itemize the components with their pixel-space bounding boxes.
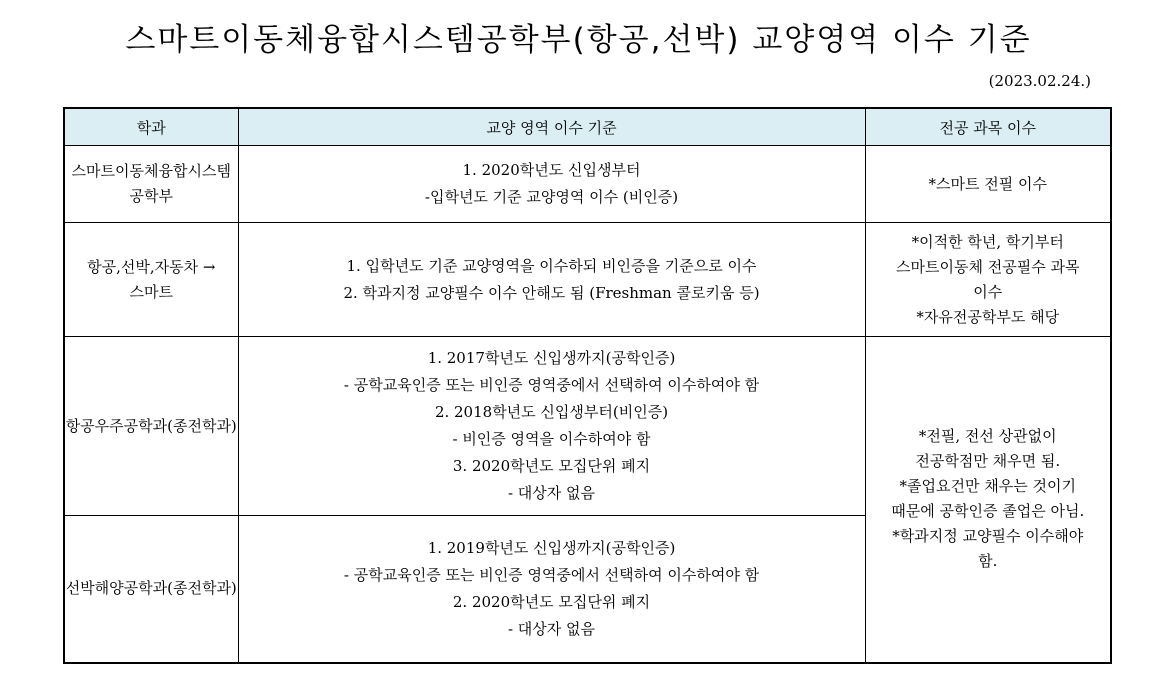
criteria-line: 2. 2018학년도 신입생부터(비인증) [434,403,669,421]
criteria-line: 3. 2020학년도 모집단위 폐지 [452,457,651,475]
header-criteria: 교양 영역 이수 기준 [238,108,865,146]
criteria-line: 1. 2017학년도 신입생까지(공학인증) [427,349,676,367]
dept-line: 공학부 [129,187,173,205]
criteria-line: -입학년도 기준 교양영역 이수 (비인증) [424,188,679,206]
major-line: 스마트이동체 전공필수 과목 [896,257,1080,276]
page-title: 스마트이동체융합시스템공학부(항공,선박) 교양영역 이수 기준 [125,22,1032,58]
dept-cell [64,516,238,663]
curriculum-table [63,107,1112,664]
header-department: 학과 [64,108,238,146]
criteria-line: - 대상자 없음 [507,484,596,502]
major-line: *학과지정 교양필수 이수해야 [892,527,1084,546]
dept-line: 스마트이동체융합시스템 [71,162,231,180]
major-line: 이수 [973,282,1003,301]
criteria-cell [238,223,865,337]
criteria-line: - 비인증 영역을 이수하여야 함 [452,430,651,448]
major-line: 함. [978,552,998,571]
major-line: *스마트 전필 이수 [928,174,1047,193]
criteria-line: 2. 학과지정 교양필수 이수 안해도 됨 (Freshman 콜로키움 등) [343,283,760,302]
major-cell [865,337,1111,663]
criteria-line: - 공학교육인증 또는 비인증 영역중에서 선택하여 이수하여야 함 [343,376,760,394]
table-row [64,146,1111,223]
criteria-cell [238,516,865,663]
document-date: (2023.02.24.) [988,72,1091,90]
major-line: *자유전공학부도 해당 [916,307,1060,326]
major-line: *전필, 전선 상관없이 [918,427,1057,446]
criteria-line: 1. 2019학년도 신입생까지(공학인증) [427,538,676,557]
criteria-line: - 대상자 없음 [507,619,596,638]
dept-line: 선박해양공학과(종전학과) [65,579,237,598]
criteria-line: 2. 2020학년도 모집단위 폐지 [452,592,651,611]
table-header-row [64,108,1111,146]
table-row [64,223,1111,337]
major-cell [865,223,1111,337]
criteria-cell [238,337,865,516]
major-line: *이적한 학년, 학기부터 [911,232,1064,251]
major-line: 때문에 공학인증 졸업은 아님. [891,502,1085,521]
dept-line: 스마트 [129,282,173,301]
dept-line: 항공우주공학과(종전학과) [65,416,237,435]
major-cell [865,146,1111,223]
criteria-line: 1. 입학년도 기준 교양영역을 이수하되 비인증을 기준으로 이수 [346,256,757,275]
header-major: 전공 과목 이수 [865,108,1111,146]
criteria-line: - 공학교육인증 또는 비인증 영역중에서 선택하여 이수하여야 함 [343,565,760,584]
major-line: *졸업요건만 채우는 것이기 [899,477,1076,496]
criteria-cell [238,146,865,223]
table-row [64,337,1111,516]
dept-cell [64,337,238,516]
dept-cell [64,146,238,223]
major-line: 전공학점만 채우면 됨. [915,452,1061,471]
criteria-line: 1. 2020학년도 신입생부터 [462,161,641,179]
dept-line: 항공,선박,자동차 → [87,257,216,276]
dept-cell [64,223,238,337]
